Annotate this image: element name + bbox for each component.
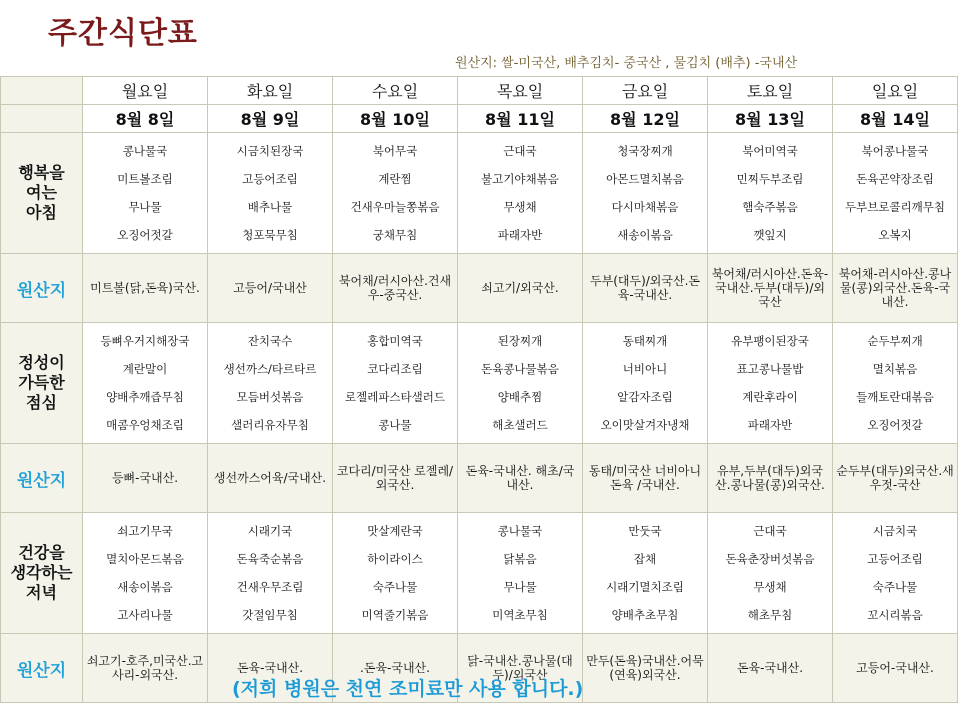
- day-header: 일요일: [833, 77, 958, 105]
- dish-item: 시금치된장국: [236, 144, 304, 158]
- date-header: 8월 8일: [83, 105, 208, 133]
- dish-list: [458, 323, 582, 443]
- dish-list: [458, 133, 582, 253]
- dish-item: 콩나물국: [497, 524, 543, 538]
- dish-item: 배추나물: [247, 200, 293, 214]
- dish-item: 아몬드멸치볶음: [606, 172, 684, 186]
- origin-cell: 고등어-국내산.: [833, 634, 958, 703]
- meal-row: [1, 513, 958, 634]
- origin-label: 원산지: [1, 254, 83, 323]
- dish-list: [708, 513, 832, 633]
- dish-item: 건새우무조림: [236, 580, 304, 594]
- origin-note: 원산지: 쌀-미국산, 배추김치- 중국산 , 물김치 (배추) -국내산: [455, 56, 798, 71]
- dish-item: 북어무국: [372, 144, 418, 158]
- footer-note: (저희 병원은 천연 조미료만 사용 합니다.): [232, 678, 584, 700]
- dish-item: 무나물: [128, 200, 162, 214]
- menu-cell: [583, 323, 708, 444]
- menu-cell: [333, 133, 458, 254]
- dish-item: 새송이볶음: [117, 580, 173, 594]
- origin-cell: 코다리/미국산 로젤레/외국산.: [333, 444, 458, 513]
- menu-cell: [708, 323, 833, 444]
- dish-item: 매콤우엉채조림: [106, 418, 184, 432]
- dish-item: 만둣국: [628, 524, 662, 538]
- dish-item: 계란찜: [378, 172, 412, 186]
- dish-list: [83, 323, 207, 443]
- page-title: 주간식단표: [48, 16, 198, 51]
- dish-item: 미역초무침: [492, 608, 548, 622]
- menu-cell: [458, 323, 583, 444]
- meal-row: [1, 323, 958, 444]
- origin-row: [1, 254, 958, 323]
- dish-item: 등뼈우거지해장국: [100, 334, 190, 348]
- meal-label-line: 가득한: [18, 373, 65, 392]
- dish-item: 모듬버섯볶음: [236, 390, 304, 404]
- dish-list: [333, 323, 457, 443]
- origin-cell: 쇠고기-호주,미국산.고사리-외국산.: [83, 634, 208, 703]
- menu-cell: [333, 323, 458, 444]
- day-header: 월요일: [83, 77, 208, 105]
- dish-list: [333, 513, 457, 633]
- meal-row: [1, 133, 958, 254]
- meal-label-line: 정성이: [18, 353, 65, 372]
- origin-cell: 순두부(대두)외국산.새우젓-국산: [833, 444, 958, 513]
- dish-item: 해초무침: [747, 608, 793, 622]
- dish-item: 오징어젓갈: [117, 228, 173, 242]
- dish-item: 들깨토란대볶음: [856, 390, 934, 404]
- dish-item: 표고콩나물밥: [736, 362, 804, 376]
- dish-item: 양배추깨즙무침: [106, 390, 184, 404]
- dish-item: 닭볶음: [503, 552, 537, 566]
- dish-list: [583, 513, 707, 633]
- dish-item: 민찌두부조림: [736, 172, 804, 186]
- meal-label-line: 여는: [26, 183, 57, 202]
- dish-item: 양배추찜: [497, 390, 543, 404]
- meal-label-line: 생각하는: [10, 563, 73, 582]
- menu-cell: [83, 513, 208, 634]
- dish-item: 잡채: [633, 552, 657, 566]
- meal-label-line: 행복을: [18, 163, 65, 182]
- dish-item: 오징어젓갈: [867, 418, 923, 432]
- dish-item: 해초샐러드: [492, 418, 548, 432]
- dish-item: 새송이볶음: [617, 228, 673, 242]
- dish-list: [833, 133, 957, 253]
- dish-item: 돈육죽순볶음: [236, 552, 304, 566]
- day-header: 화요일: [208, 77, 333, 105]
- dish-item: 잔치국수: [247, 334, 293, 348]
- origin-cell: .돈육-국내산.: [333, 634, 458, 703]
- menu-cell: [583, 513, 708, 634]
- day-header: 목요일: [458, 77, 583, 105]
- origin-cell: 닭-국내산.콩나물(대두)/외국산: [458, 634, 583, 703]
- dish-item: 시래기멸치조림: [606, 580, 684, 594]
- menu-cell: [208, 513, 333, 634]
- origin-cell: 생선까스어육/국내산.: [208, 444, 333, 513]
- dish-item: 멸치볶음: [872, 362, 918, 376]
- dish-item: 고사리나물: [117, 608, 173, 622]
- dish-item: 숙주나물: [372, 580, 418, 594]
- dish-item: 북어콩나물국: [861, 144, 929, 158]
- menu-cell: [458, 513, 583, 634]
- dish-item: 코다리조림: [367, 362, 423, 376]
- dish-item: 청국장찌개: [617, 144, 673, 158]
- menu-cell: [708, 133, 833, 254]
- dish-list: [208, 513, 332, 633]
- dish-item: 순두부찌개: [867, 334, 923, 348]
- day-header-row: [1, 77, 958, 105]
- dish-item: 오복지: [878, 228, 912, 242]
- dish-item: 꼬시리볶음: [867, 608, 923, 622]
- dish-list: [208, 323, 332, 443]
- dish-list: [83, 133, 207, 253]
- dish-item: 시래기국: [247, 524, 293, 538]
- dish-item: 양배추초무침: [611, 608, 679, 622]
- corner-cell: [1, 77, 83, 105]
- origin-cell: 동태/미국산 너비아니돈육 /국내산.: [583, 444, 708, 513]
- dish-list: [833, 513, 957, 633]
- date-header-row: [1, 105, 958, 133]
- dish-item: 깻잎지: [753, 228, 787, 242]
- dish-item: 건새우마늘쫑볶음: [350, 200, 440, 214]
- dish-item: 파래자반: [747, 418, 793, 432]
- dish-list: [708, 133, 832, 253]
- corner-cell: [1, 105, 83, 133]
- meal-label: [1, 323, 83, 444]
- dish-item: 된장찌개: [497, 334, 543, 348]
- menu-cell: [458, 133, 583, 254]
- meal-label: [1, 133, 83, 254]
- origin-cell: 북어채/러시아산.건새우-중국산.: [333, 254, 458, 323]
- dish-item: 콩나물: [378, 418, 412, 432]
- origin-cell: 고등어/국내산: [208, 254, 333, 323]
- dish-list: [583, 133, 707, 253]
- origin-cell: 쇠고기/외국산.: [458, 254, 583, 323]
- meal-label-line: 저녁: [26, 583, 57, 602]
- dish-item: 파래자반: [497, 228, 543, 242]
- dish-item: 콩나물국: [122, 144, 168, 158]
- dish-item: 너비아니: [622, 362, 668, 376]
- menu-cell: [333, 513, 458, 634]
- dish-item: 생선까스/타르타르: [223, 362, 317, 376]
- dish-item: 청포묵무침: [242, 228, 298, 242]
- meal-label: [1, 513, 83, 634]
- meal-label-line: 점심: [26, 393, 57, 412]
- date-header: 8월 13일: [708, 105, 833, 133]
- menu-cell: [583, 133, 708, 254]
- dish-item: 맛살계란국: [367, 524, 423, 538]
- dish-item: 미역줄기볶음: [361, 608, 429, 622]
- dish-item: 숙주나물: [872, 580, 918, 594]
- weekly-menu-table: [0, 76, 958, 703]
- dish-item: 돈육춘장버섯볶음: [725, 552, 815, 566]
- origin-label: 원산지: [1, 444, 83, 513]
- dish-item: 샐러리유자무침: [231, 418, 309, 432]
- dish-list: [83, 513, 207, 633]
- dish-item: 시금치국: [872, 524, 918, 538]
- date-header: 8월 10일: [333, 105, 458, 133]
- dish-list: [708, 323, 832, 443]
- menu-cell: [708, 513, 833, 634]
- dish-item: 무생채: [753, 580, 787, 594]
- meal-label-line: 건강을: [18, 543, 65, 562]
- date-header: 8월 14일: [833, 105, 958, 133]
- dish-item: 멸치아몬드볶음: [106, 552, 184, 566]
- dish-item: 고등어조림: [242, 172, 298, 186]
- dish-item: 하이라이스: [367, 552, 423, 566]
- dish-item: 근대국: [753, 524, 787, 538]
- menu-cell: [833, 513, 958, 634]
- dish-item: 궁채무침: [372, 228, 418, 242]
- menu-cell: [83, 323, 208, 444]
- origin-cell: 유부,두부(대두)외국산.콩나물(콩)외국산.: [708, 444, 833, 513]
- dish-item: 알감자조림: [617, 390, 673, 404]
- origin-cell: 두부(대두)/외국산.돈육-국내산.: [583, 254, 708, 323]
- dish-item: 계란말이: [122, 362, 168, 376]
- dish-item: 근대국: [503, 144, 537, 158]
- dish-item: 두부브로콜리깨무침: [845, 200, 945, 214]
- dish-item: 다시마채볶음: [611, 200, 679, 214]
- dish-item: 로젤레파스타샐러드: [345, 390, 445, 404]
- date-header: 8월 9일: [208, 105, 333, 133]
- dish-item: 고등어조림: [867, 552, 923, 566]
- menu-cell: [208, 133, 333, 254]
- menu-cell: [833, 133, 958, 254]
- date-header: 8월 12일: [583, 105, 708, 133]
- dish-item: 불고기야채볶음: [481, 172, 559, 186]
- dish-item: 햄숙주볶음: [742, 200, 798, 214]
- origin-row: [1, 444, 958, 513]
- dish-item: 갓절임무침: [242, 608, 298, 622]
- menu-cell: [83, 133, 208, 254]
- origin-cell: 돈육-국내산. 해초/국내산.: [458, 444, 583, 513]
- dish-item: 동태찌개: [622, 334, 668, 348]
- dish-item: 홍합미역국: [367, 334, 423, 348]
- dish-item: 무나물: [503, 580, 537, 594]
- dish-item: 오이맛살겨자냉채: [600, 418, 690, 432]
- dish-item: 쇠고기무국: [117, 524, 173, 538]
- dish-item: 돈육콩나물볶음: [481, 362, 559, 376]
- day-header: 금요일: [583, 77, 708, 105]
- meal-label-line: 아침: [26, 203, 57, 222]
- origin-cell: 미트볼(닭,돈육)국산.: [83, 254, 208, 323]
- dish-list: [833, 323, 957, 443]
- day-header: 토요일: [708, 77, 833, 105]
- day-header: 수요일: [333, 77, 458, 105]
- dish-list: [208, 133, 332, 253]
- menu-cell: [208, 323, 333, 444]
- origin-cell: 북어채-러시아산.콩나물(콩)외국산.돈육-국내산.: [833, 254, 958, 323]
- origin-label: 원산지: [1, 634, 83, 703]
- dish-item: 미트볼조림: [117, 172, 173, 186]
- dish-item: 돈육곤약장조림: [856, 172, 934, 186]
- dish-list: [458, 513, 582, 633]
- dish-list: [333, 133, 457, 253]
- date-header: 8월 11일: [458, 105, 583, 133]
- origin-cell: 등뼈-국내산.: [83, 444, 208, 513]
- dish-item: 북어미역국: [742, 144, 798, 158]
- origin-cell: 돈육-국내산.: [208, 634, 333, 703]
- origin-cell: 만두(돈육)국내산.어묵(연육)외국산.: [583, 634, 708, 703]
- dish-item: 계란후라이: [742, 390, 798, 404]
- dish-list: [583, 323, 707, 443]
- dish-item: 유부팽이된장국: [731, 334, 809, 348]
- dish-item: 무생채: [503, 200, 537, 214]
- menu-cell: [833, 323, 958, 444]
- origin-cell: 북어채/러시아산.돈육-국내산.두부(대두)/외국산: [708, 254, 833, 323]
- origin-cell: 돈육-국내산.: [708, 634, 833, 703]
